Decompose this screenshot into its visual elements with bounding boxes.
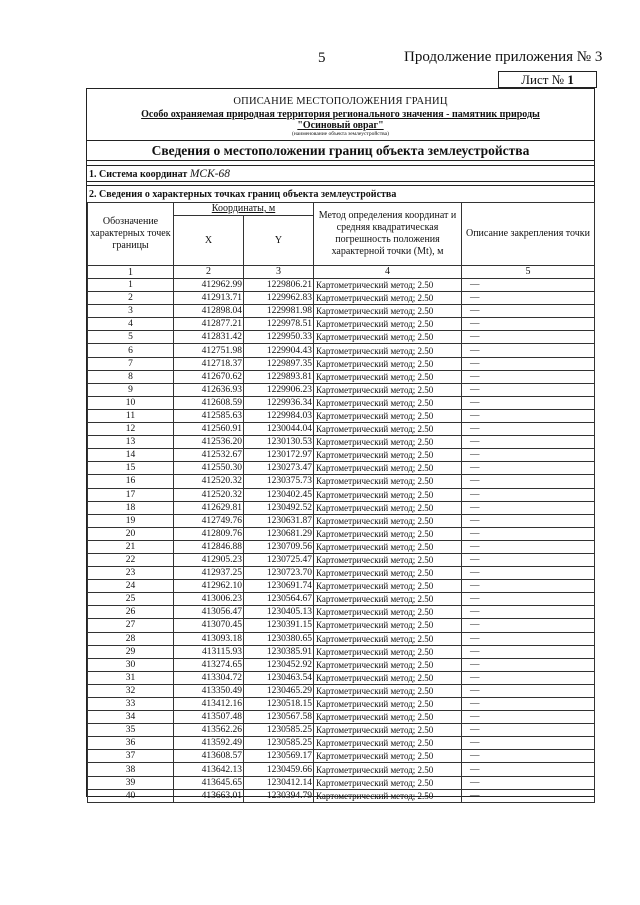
description-cell: — [462,475,595,488]
table-row [88,645,595,658]
method-cell: Картометрический метод; 2.50 [314,423,462,436]
coord-y: 1230567.58 [244,711,314,724]
description-cell: — [462,540,595,553]
coord-y: 1230412.14 [244,776,314,789]
table-row [88,292,595,305]
method-cell: Картометрический метод; 2.50 [314,658,462,671]
coord-y: 1230405.13 [244,606,314,619]
coord-y: 1230044.04 [244,423,314,436]
coord-x: 412520.32 [174,488,244,501]
table-row [88,370,595,383]
document-subtitle: Особо охраняемая природная территория регионального значения - памятник природы [141,109,540,120]
point-number: 40 [88,789,174,802]
table-row [88,514,595,527]
point-number: 34 [88,711,174,724]
method-cell: Картометрический метод; 2.50 [314,593,462,606]
method-cell: Картометрический метод; 2.50 [314,331,462,344]
coord-y: 1229984.03 [244,409,314,422]
header-y: Y [244,216,314,266]
description-cell: — [462,671,595,684]
coord-x: 413562.26 [174,724,244,737]
point-number: 19 [88,514,174,527]
table-row [88,279,595,292]
points-table [87,202,595,803]
coordinate-system-value: МСК-68 [189,168,231,180]
coord-y: 1230569.17 [244,750,314,763]
coord-y: 1229897.35 [244,357,314,370]
point-number: 31 [88,671,174,684]
point-number: 3 [88,305,174,318]
point-number: 2 [88,292,174,305]
coord-x: 413006.23 [174,593,244,606]
table-row [88,632,595,645]
table-row [88,593,595,606]
point-number: 24 [88,580,174,593]
point-number: 1 [88,279,174,292]
coord-y: 1230130.53 [244,436,314,449]
point-number: 12 [88,423,174,436]
coord-x: 413645.65 [174,776,244,789]
table-row [88,711,595,724]
point-number: 22 [88,553,174,566]
point-number: 37 [88,750,174,763]
table-row [88,540,595,553]
table-row [88,527,595,540]
point-number: 39 [88,776,174,789]
coord-x: 413115.93 [174,645,244,658]
description-cell: — [462,396,595,409]
table-row [88,488,595,501]
header-x: X [174,216,244,266]
coord-x: 413663.01 [174,789,244,802]
method-cell: Картометрический метод; 2.50 [314,698,462,711]
point-number: 14 [88,449,174,462]
coord-y: 1230631.87 [244,514,314,527]
coord-x: 413056.47 [174,606,244,619]
coord-y: 1230385.91 [244,645,314,658]
sheet-label: Лист № [521,72,565,87]
table-row [88,449,595,462]
coord-x: 413093.18 [174,632,244,645]
coord-y: 1230394.79 [244,789,314,802]
description-cell: — [462,593,595,606]
coord-x: 413642.13 [174,763,244,776]
table-row [88,409,595,422]
page-number: 5 [318,50,326,66]
method-cell: Картометрический метод; 2.50 [314,279,462,292]
description-cell: — [462,763,595,776]
coord-x: 412962.99 [174,279,244,292]
table-row [88,789,595,802]
coord-x: 412913.71 [174,292,244,305]
table-row [88,383,595,396]
sheet-number: 1 [567,72,574,87]
method-cell: Картометрический метод; 2.50 [314,632,462,645]
table-row [88,684,595,697]
object-caption: (наименование объекта землеустройства) [292,131,389,137]
method-cell: Картометрический метод; 2.50 [314,776,462,789]
method-cell: Картометрический метод; 2.50 [314,671,462,684]
coord-y: 1230725.47 [244,553,314,566]
coord-x: 413274.65 [174,658,244,671]
description-cell: — [462,344,595,357]
method-cell: Картометрический метод; 2.50 [314,292,462,305]
coord-x: 412585.63 [174,409,244,422]
method-cell: Картометрический метод; 2.50 [314,501,462,514]
point-number: 5 [88,331,174,344]
point-number: 32 [88,684,174,697]
description-cell: — [462,750,595,763]
coord-x: 412809.76 [174,527,244,540]
description-cell: — [462,553,595,566]
header-coordinates: Координаты, м [174,203,314,216]
coord-y: 1229950.33 [244,331,314,344]
coord-x: 412749.76 [174,514,244,527]
sheet-number-box [498,71,597,88]
point-number: 17 [88,488,174,501]
point-number: 11 [88,409,174,422]
coord-y: 1229806.21 [244,279,314,292]
coord-x: 412898.04 [174,305,244,318]
method-cell: Картометрический метод; 2.50 [314,383,462,396]
index-5: 5 [462,266,595,279]
coord-y: 1230564.67 [244,593,314,606]
description-cell: — [462,449,595,462]
table-row [88,423,595,436]
point-number: 18 [88,501,174,514]
description-cell: — [462,305,595,318]
method-cell: Картометрический метод; 2.50 [314,318,462,331]
point-number: 8 [88,370,174,383]
method-cell: Картометрический метод; 2.50 [314,488,462,501]
table-row [88,580,595,593]
point-number: 33 [88,698,174,711]
description-cell: — [462,331,595,344]
method-cell: Картометрический метод; 2.50 [314,763,462,776]
coord-x: 412962.10 [174,580,244,593]
description-cell: — [462,383,595,396]
description-cell: — [462,462,595,475]
coord-y: 1230375.73 [244,475,314,488]
point-number: 30 [88,658,174,671]
coord-y: 1229893.81 [244,370,314,383]
point-number: 38 [88,763,174,776]
point-number: 4 [88,318,174,331]
table-row [88,357,595,370]
description-cell: — [462,789,595,802]
point-number: 35 [88,724,174,737]
description-cell: — [462,567,595,580]
point-number: 13 [88,436,174,449]
points-section-label: 2. Сведения о характерных точках границ объекта землеустройства [87,185,594,202]
coord-x: 413592.49 [174,737,244,750]
table-row [88,396,595,409]
coord-x: 413070.45 [174,619,244,632]
table-row [88,331,595,344]
document-frame [86,88,595,801]
coord-x: 412608.59 [174,396,244,409]
coord-y: 1230459.66 [244,763,314,776]
description-cell: — [462,684,595,697]
description-cell: — [462,357,595,370]
coord-y: 1230380.65 [244,632,314,645]
coord-y: 1229904.43 [244,344,314,357]
coord-x: 412877.21 [174,318,244,331]
coord-y: 1230691.74 [244,580,314,593]
table-row [88,567,595,580]
method-cell: Картометрический метод; 2.50 [314,344,462,357]
description-cell: — [462,370,595,383]
object-name: "Осиновый овраг" [297,120,384,131]
point-number: 10 [88,396,174,409]
index-3: 3 [244,266,314,279]
table-row [88,750,595,763]
table-row [88,436,595,449]
table-row [88,344,595,357]
table-row [88,606,595,619]
coord-y: 1229962.83 [244,292,314,305]
index-4: 4 [314,266,462,279]
method-cell: Картометрический метод; 2.50 [314,553,462,566]
coord-y: 1230273.47 [244,462,314,475]
table-row [88,698,595,711]
method-cell: Картометрический метод; 2.50 [314,475,462,488]
description-cell: — [462,279,595,292]
point-number: 27 [88,619,174,632]
method-cell: Картометрический метод; 2.50 [314,409,462,422]
point-number: 7 [88,357,174,370]
coord-x: 412550.30 [174,462,244,475]
description-cell: — [462,318,595,331]
point-number: 29 [88,645,174,658]
description-cell: — [462,619,595,632]
description-cell: — [462,737,595,750]
method-cell: Картометрический метод; 2.50 [314,606,462,619]
coord-x: 412536.20 [174,436,244,449]
point-number: 26 [88,606,174,619]
method-cell: Картометрический метод; 2.50 [314,305,462,318]
coord-x: 412905.23 [174,553,244,566]
description-cell: — [462,724,595,737]
header-description: Описание закрепления точки [462,203,595,266]
description-cell: — [462,436,595,449]
method-cell: Картометрический метод; 2.50 [314,436,462,449]
coord-x: 413507.48 [174,711,244,724]
index-2: 2 [174,266,244,279]
appendix-title: Продолжение приложения № 3 [404,49,603,65]
table-row [88,553,595,566]
table-row [88,501,595,514]
coordinate-system-row [87,165,594,182]
method-cell: Картометрический метод; 2.50 [314,462,462,475]
coord-y: 1230452.92 [244,658,314,671]
point-number: 21 [88,540,174,553]
method-cell: Картометрический метод; 2.50 [314,645,462,658]
coord-x: 413304.72 [174,671,244,684]
method-cell: Картометрический метод; 2.50 [314,750,462,763]
coord-y: 1230465.29 [244,684,314,697]
table-row [88,737,595,750]
description-cell: — [462,514,595,527]
document-title: ОПИСАНИЕ МЕСТОПОЛОЖЕНИЯ ГРАНИЦ [233,96,448,107]
table-row [88,318,595,331]
header-point: Обозначение характерных точек границы [88,203,174,266]
table-row [88,776,595,789]
point-number: 36 [88,737,174,750]
coord-y: 1230709.56 [244,540,314,553]
table-row [88,671,595,684]
coord-x: 412670.62 [174,370,244,383]
coord-x: 412846.88 [174,540,244,553]
method-cell: Картометрический метод; 2.50 [314,684,462,697]
coord-y: 1230172.97 [244,449,314,462]
method-cell: Картометрический метод; 2.50 [314,370,462,383]
description-cell: — [462,580,595,593]
coord-y: 1230402.45 [244,488,314,501]
method-cell: Картометрический метод; 2.50 [314,396,462,409]
header-method: Метод определения координат и средняя квадратическая погрешность положения характерной точки (Mt), м [314,203,462,266]
point-number: 25 [88,593,174,606]
description-cell: — [462,776,595,789]
coord-y: 1230391.15 [244,619,314,632]
coord-y: 1230518.15 [244,698,314,711]
coord-y: 1229978.51 [244,318,314,331]
coord-y: 1229981.98 [244,305,314,318]
method-cell: Картометрический метод; 2.50 [314,724,462,737]
coord-x: 413412.16 [174,698,244,711]
index-1: 1 [88,266,174,279]
coord-x: 412636.93 [174,383,244,396]
table-row [88,462,595,475]
description-cell: — [462,658,595,671]
coord-x: 412937.25 [174,567,244,580]
table-row [88,724,595,737]
description-cell: — [462,606,595,619]
coord-y: 1230585.25 [244,724,314,737]
method-cell: Картометрический метод; 2.50 [314,567,462,580]
coord-y: 1230723.70 [244,567,314,580]
description-cell: — [462,527,595,540]
coord-x: 412751.98 [174,344,244,357]
section-title: Сведения о местоположении границ объекта землеустройства [87,141,594,161]
coord-x: 412560.91 [174,423,244,436]
description-cell: — [462,423,595,436]
method-cell: Картометрический метод; 2.50 [314,527,462,540]
method-cell: Картометрический метод; 2.50 [314,514,462,527]
method-cell: Картометрический метод; 2.50 [314,540,462,553]
coord-x: 412532.67 [174,449,244,462]
description-cell: — [462,292,595,305]
description-cell: — [462,645,595,658]
coord-y: 1230463.54 [244,671,314,684]
method-cell: Картометрический метод; 2.50 [314,711,462,724]
coord-x: 413608.57 [174,750,244,763]
point-number: 9 [88,383,174,396]
coord-y: 1230585.25 [244,737,314,750]
method-cell: Картометрический метод; 2.50 [314,357,462,370]
coord-y: 1229936.34 [244,396,314,409]
method-cell: Картометрический метод; 2.50 [314,580,462,593]
description-cell: — [462,488,595,501]
coord-y: 1230492.52 [244,501,314,514]
point-number: 28 [88,632,174,645]
coord-x: 412831.42 [174,331,244,344]
table-row [88,305,595,318]
coord-x: 412520.32 [174,475,244,488]
coord-x: 412629.81 [174,501,244,514]
method-cell: Картометрический метод; 2.50 [314,737,462,750]
coordinate-system-label: 1. Система координат [89,169,188,180]
table-row [88,658,595,671]
method-cell: Картометрический метод; 2.50 [314,619,462,632]
table-row [88,763,595,776]
point-number: 15 [88,462,174,475]
point-number: 20 [88,527,174,540]
table-row [88,619,595,632]
table-row [88,475,595,488]
description-cell: — [462,711,595,724]
point-number: 6 [88,344,174,357]
description-cell: — [462,698,595,711]
description-cell: — [462,409,595,422]
coord-y: 1230681.29 [244,527,314,540]
document-header [87,89,594,141]
coord-x: 412718.37 [174,357,244,370]
description-cell: — [462,632,595,645]
method-cell: Картометрический метод; 2.50 [314,449,462,462]
description-cell: — [462,501,595,514]
point-number: 16 [88,475,174,488]
point-number: 23 [88,567,174,580]
coord-x: 413350.49 [174,684,244,697]
method-cell: Картометрический метод; 2.50 [314,789,462,802]
coord-y: 1229906.23 [244,383,314,396]
